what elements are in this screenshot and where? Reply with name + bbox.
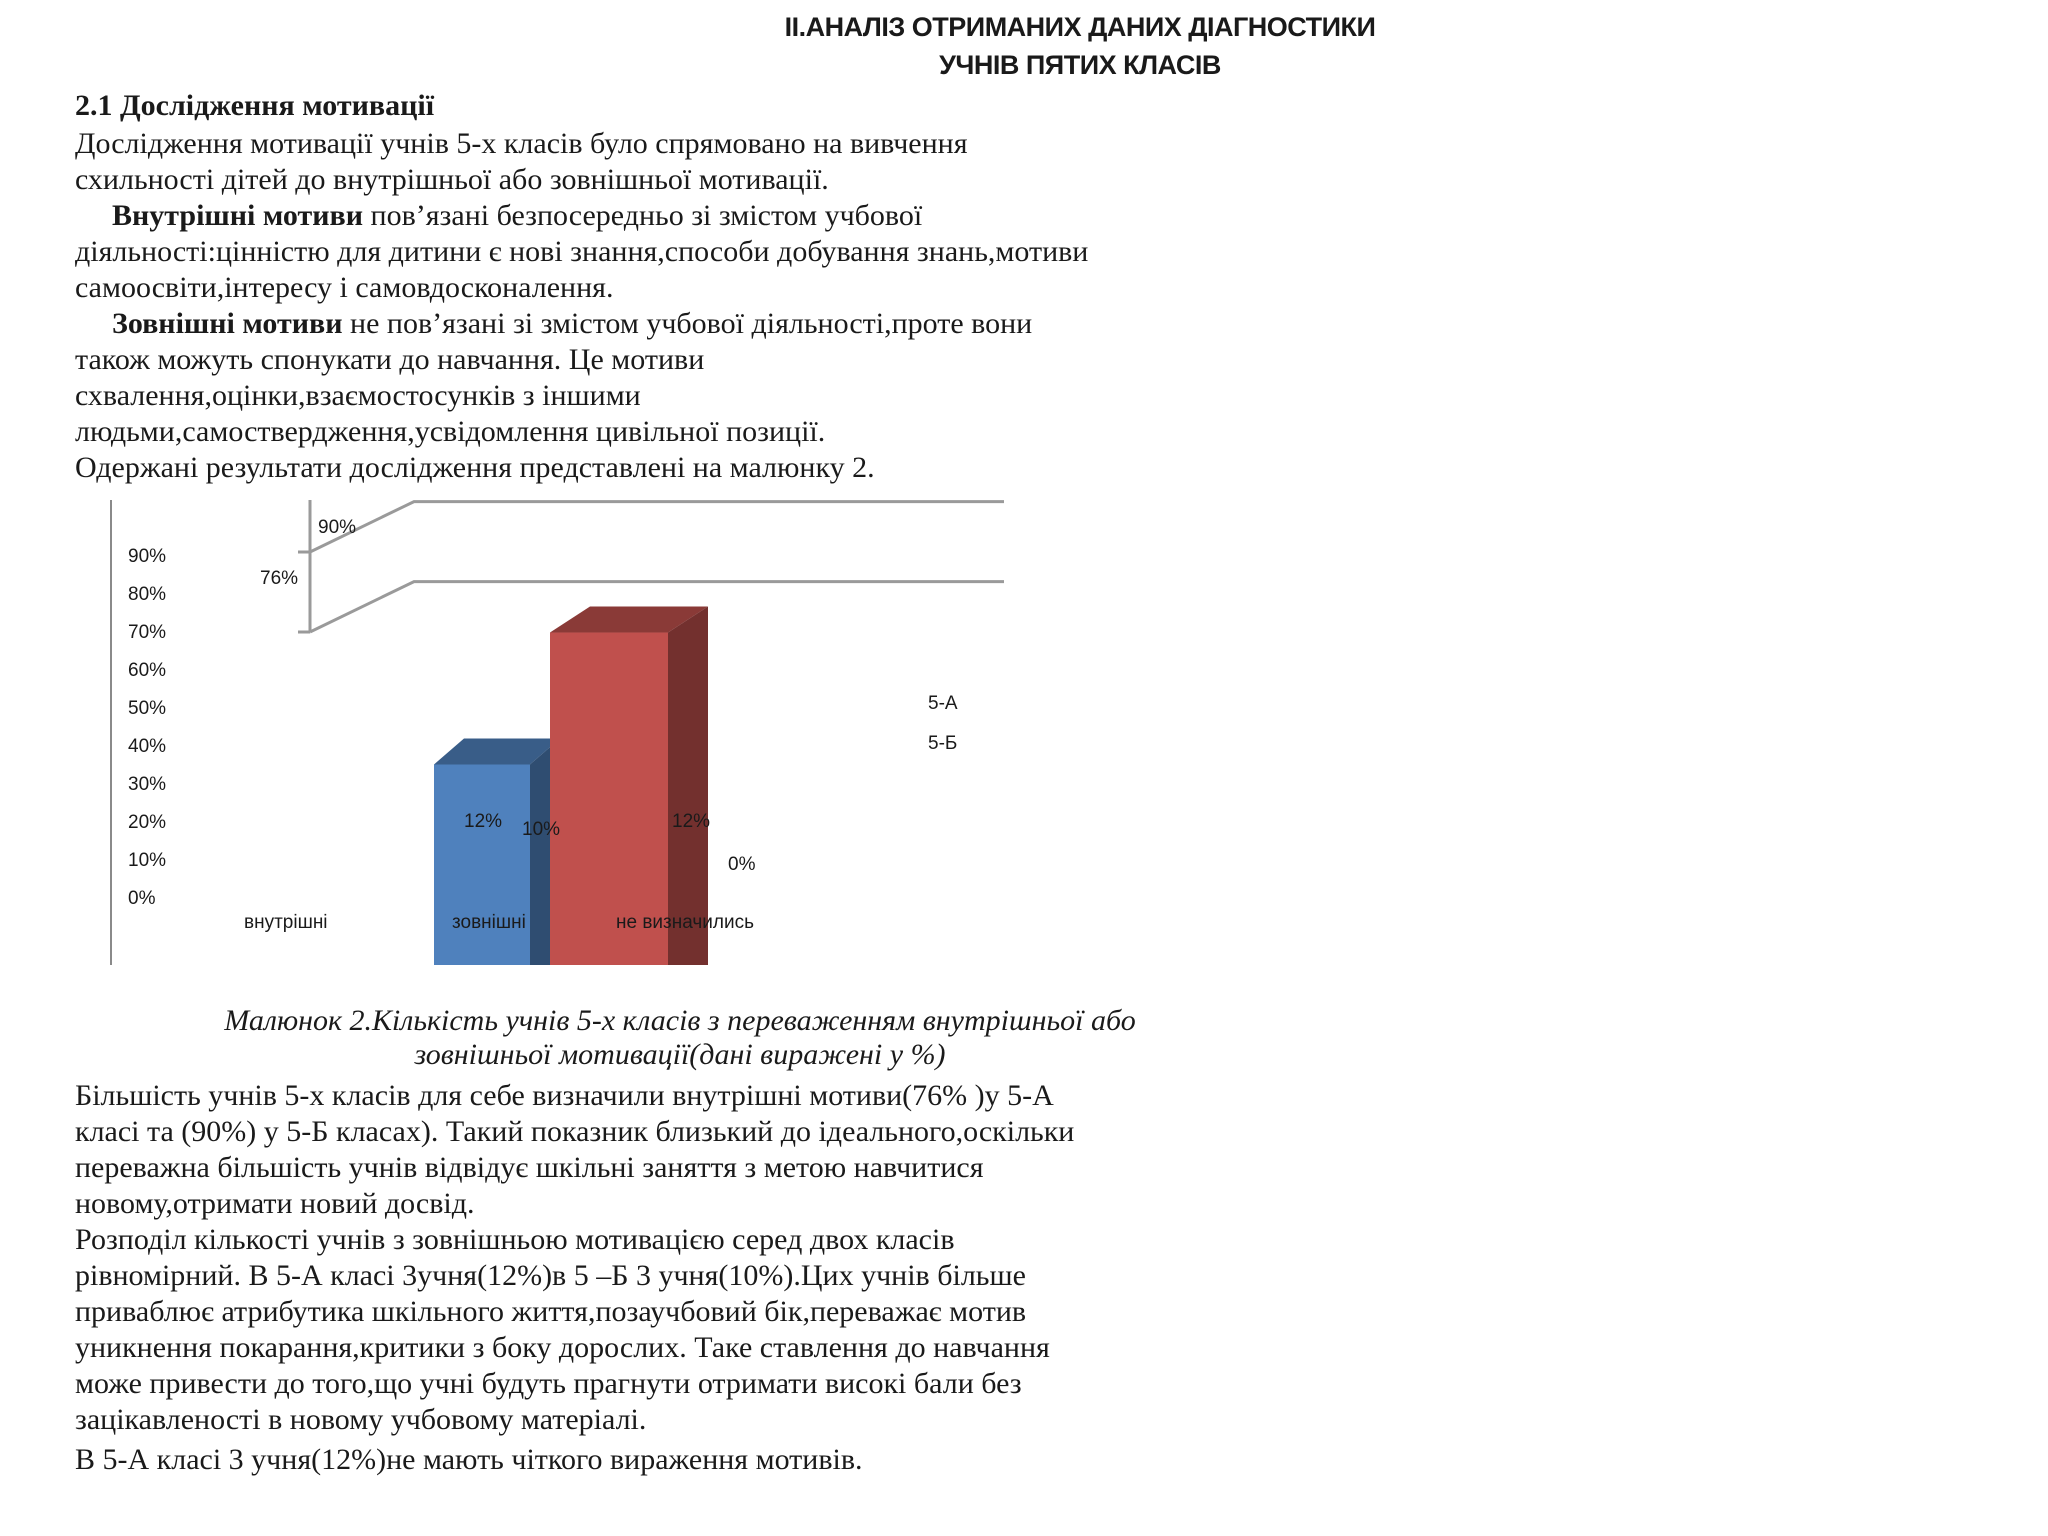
paragraph-line: переважна більшість учнів відвідує шкільні заняття з метою навчитися (75, 1151, 984, 1184)
motivation-chart (108, 500, 1008, 965)
internal-line: самоосвіти,інтересу і самовдосконалення. (75, 271, 614, 304)
chart-category-label: не визначились (616, 912, 755, 933)
motivation-chart-svg (108, 500, 1008, 965)
paragraph-line: Більшість учнів 5-х класів для себе визначили внутрішні мотиви(76% )у 5-А (75, 1079, 1054, 1112)
chart-data-label: 12% (672, 811, 711, 832)
internal-motives-term: Внутрішні мотиви (112, 199, 364, 232)
paragraph-line: приваблює атрибутика шкільного життя,позаучбовий бік,переважає мотив (75, 1295, 1027, 1328)
internal-motives-line (75, 198, 922, 234)
chart-category-label: внутрішні (244, 912, 328, 933)
internal-motives-text: пов’язані безпосередньо зі змістом учбової (363, 199, 923, 232)
external-motives-term: Зовнішні мотиви (112, 307, 343, 340)
external-line: схвалення,оцінки,взаємостосунків з іншими (75, 379, 641, 412)
paragraph-line: уникнення покарання,критики з боку дорослих. Таке ставлення до навчання (75, 1331, 1050, 1364)
chart-data-label: 76% (260, 568, 299, 589)
intro-line: схильності дітей до внутрішньої або зовнішньої мотивації. (75, 163, 829, 196)
intro-line: Дослідження мотивації учнів 5-х класів було спрямовано на вивчення (75, 127, 968, 160)
paragraph-line: класі та (90%) у 5-Б класах). Такий показник близький до ідеального,оскільки (75, 1115, 1075, 1148)
internal-line: діяльності:цінністю для дитини є нові знання,способи добування знань,мотиви (75, 235, 1089, 268)
heading-line-1: ІІ.АНАЛІЗ ОТРИМАНИХ ДАНИХ ДІАГНОСТИКИ (784, 12, 1376, 42)
chart-data-label: 90% (318, 517, 357, 538)
figure-caption-line-2: зовнішньої мотивації(дані виражені у %) (414, 1038, 946, 1071)
figure-caption-line-1: Малюнок 2.Кількість учнів 5-х класів з переваженням внутрішньої або (224, 1004, 1136, 1037)
paragraph-line: зацікавленості в новому учбовому матеріалі. (75, 1403, 647, 1436)
chart-y-tick-label: 50% (128, 698, 167, 719)
paragraph-line: може привести до того,що учні будуть прагнути отримати високі бали без (75, 1367, 1022, 1400)
chart-gridline (310, 502, 1004, 552)
external-line: Одержані результати дослідження представлені на малюнку 2. (75, 451, 875, 484)
chart-y-tick-label: 0% (128, 888, 156, 909)
chart-y-tick-label: 30% (128, 774, 167, 795)
bar-zovnishni-5a-front (434, 764, 530, 965)
chart-y-tick-label: 90% (128, 546, 167, 567)
external-motives-line (75, 306, 1032, 342)
chart-legend-label: 5-Б (928, 733, 958, 754)
external-line: також можуть спонукати до навчання. Це мотиви (75, 343, 705, 376)
chart-y-tick-label: 10% (128, 850, 167, 871)
paragraph-line: Розподіл кількості учнів з зовнішньою мотивацією серед двох класів (75, 1223, 955, 1256)
paragraph-line: новому,отримати новий досвід. (75, 1187, 475, 1220)
paragraph-line: рівномірний. В 5-А класі 3учня(12%)в 5 –Б 3 учня(10%).Цих учнів більше (75, 1259, 1026, 1292)
paragraph-line: В 5-А класі 3 учня(12%)не мають чіткого вираження мотивів. (75, 1443, 863, 1476)
chart-y-tick-label: 40% (128, 736, 167, 757)
chart-data-label: 10% (522, 819, 561, 840)
external-line: людьми,самоствердження,усвідомлення цивільної позиції. (75, 415, 826, 448)
chart-y-tick-label: 70% (128, 622, 167, 643)
chart-data-label: 0% (728, 854, 756, 875)
section-subheading: 2.1 Дослідження мотивації (75, 89, 435, 122)
chart-data-label: 12% (464, 811, 503, 832)
chart-y-tick-label: 80% (128, 584, 167, 605)
chart-category-label: зовнішні (452, 912, 526, 933)
chart-y-tick-label: 60% (128, 660, 167, 681)
chart-legend-label: 5-А (928, 693, 958, 714)
chart-y-tick-label: 20% (128, 812, 167, 833)
external-motives-text: не пов’язані зі змістом учбової діяльності,проте вони (342, 307, 1033, 340)
heading-line-2: УЧНІВ ПЯТИХ КЛАСІВ (939, 50, 1221, 80)
